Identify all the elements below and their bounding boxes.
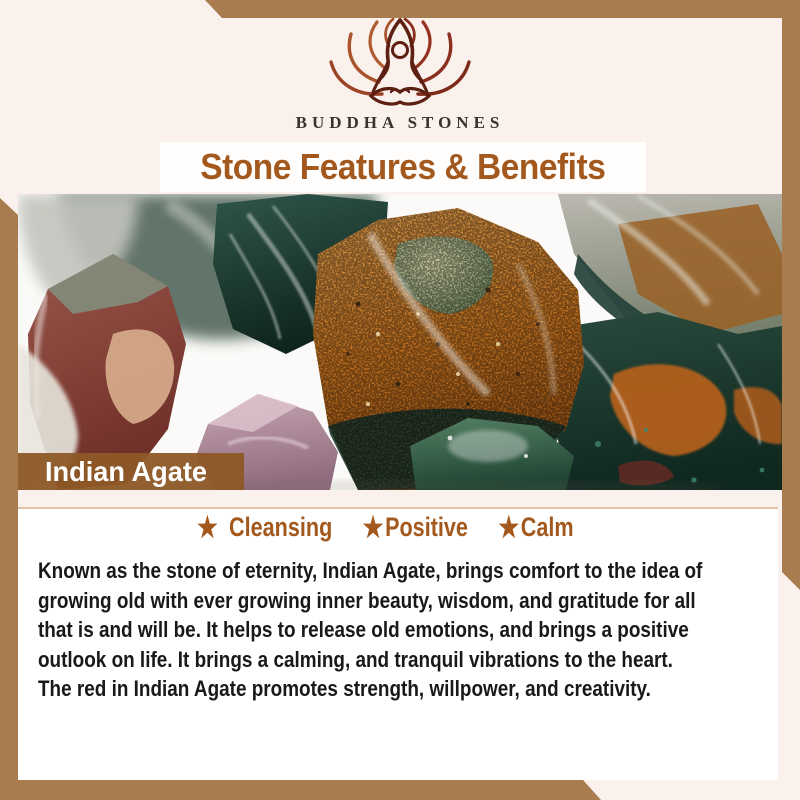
- benefits-row: [0, 512, 785, 543]
- frame-ribbon-right: [782, 0, 800, 590]
- section-title: Stone Features & Benefits: [200, 146, 606, 187]
- brand-name: BUDDHA STONES: [295, 113, 505, 132]
- lotus-meditation-icon: [327, 16, 473, 116]
- benefit-label: Cleansing: [228, 512, 332, 542]
- benefit-label: Positive: [384, 512, 468, 542]
- description-line: that is and will be. It helps to release old emotions, and brings a positive: [38, 617, 689, 643]
- frame-ribbon-top: [205, 0, 800, 18]
- benefit-item: [498, 512, 573, 543]
- star-icon: ★: [196, 512, 218, 544]
- frame-ribbon-bottom: [0, 780, 601, 800]
- stone-photo: [18, 194, 782, 490]
- stone-name-text: Indian Agate: [45, 456, 207, 487]
- description-line: The red in Indian Agate promotes strength, willpower, and creativity.: [38, 676, 651, 702]
- benefit-item: [197, 512, 332, 543]
- description-line: growing old with ever growing inner beauty, wisdom, and gratitude for all: [38, 587, 696, 613]
- section-title-bar: [160, 142, 646, 192]
- benefit-item: [362, 512, 467, 543]
- stone-description: [38, 556, 778, 704]
- star-icon: ★: [362, 512, 384, 544]
- description-line: outlook on life. It brings a calming, and tranquil vibrations to the heart.: [38, 646, 673, 672]
- benefit-label: Calm: [520, 512, 574, 542]
- stone-name-label: [18, 453, 244, 490]
- frame-ribbon-left: [0, 198, 18, 800]
- star-icon: ★: [498, 512, 519, 544]
- description-line: Known as the stone of eternity, Indian Agate, brings comfort to the idea of: [38, 558, 703, 583]
- stone-photo-illustration: [18, 194, 782, 490]
